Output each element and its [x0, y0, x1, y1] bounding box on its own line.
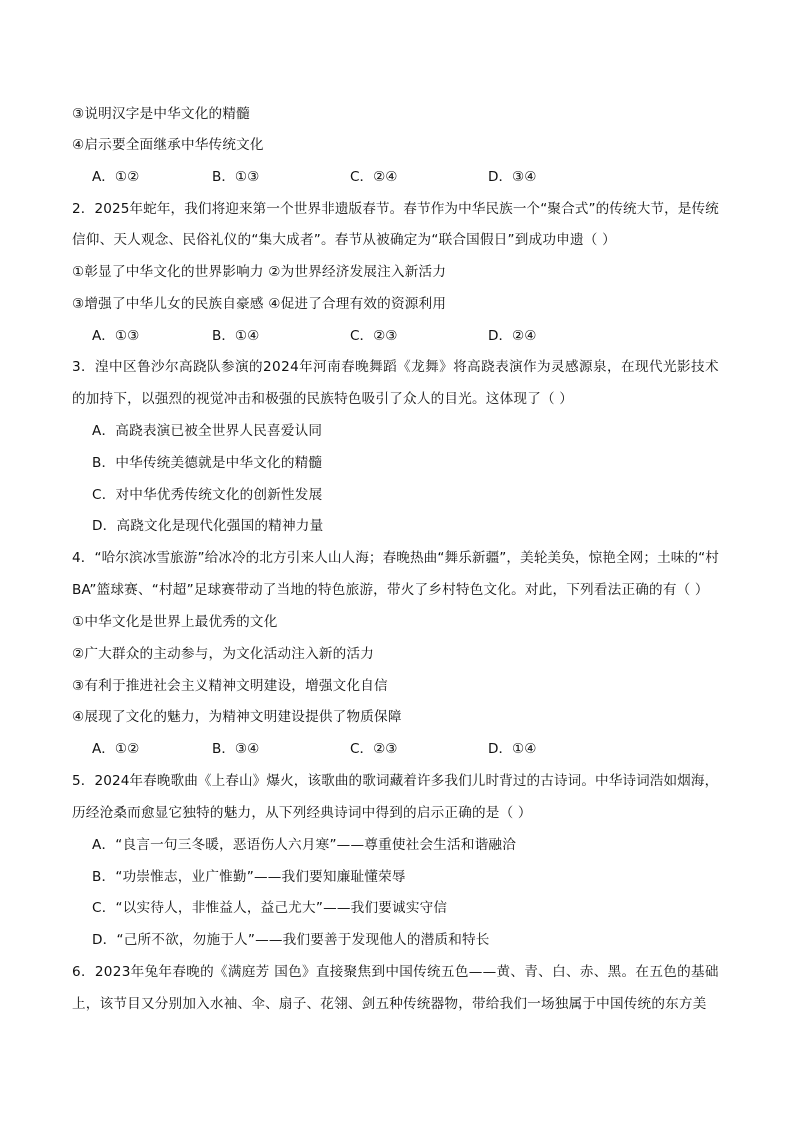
q5-option-a: A．“良言一句三冬暖，恶语伤人六月寒”——尊重使社会生活和谐融洽 — [92, 837, 517, 853]
q4-stem-line-2: BA”篮球赛、“村超”足球赛带动了当地的特色旅游，带火了乡村特色文化。对此，下列看法正确的有（ ） — [72, 582, 709, 598]
q2-statements-3-4: ③增强了中华儿女的民族自豪感 ④促进了合理有效的资源利用 — [72, 296, 447, 312]
q4-choice-a: A．①② — [92, 741, 140, 757]
q1-statement-4: ④启示要全面继承中华传统文化 — [72, 137, 264, 153]
q3-option-a: A．高跷表演已被全世界人民喜爱认同 — [92, 423, 323, 439]
q5-stem-line-2: 历经沧桑而愈显它独特的魅力，从下列经典诗词中得到的启示正确的是（ ） — [72, 805, 532, 821]
q3-option-d: D．高跷文化是现代化强国的精神力量 — [92, 518, 324, 534]
q4-stem-line-1: 4．“哈尔滨冰雪旅游”给冰冷的北方引来人山人海；春晚热曲“舞乐新疆”，美轮美奂，惊艳全网；土味的“村 — [72, 550, 719, 566]
q4-choice-d: D．①④ — [488, 741, 537, 757]
q5-stem-line-1: 5．2024年春晚歌曲《上春山》爆火，该歌曲的歌词藏着许多我们儿时背过的古诗词。中华诗词浩如烟海， — [72, 773, 719, 789]
q4-statement-3: ③有利于推进社会主义精神文明建设，增强文化自信 — [72, 678, 388, 694]
q2-stem-line-2: 信仰、天人观念、民俗礼仪的“集大成者”。春节从被确定为“联合国假日”到成功申遗（ ） — [72, 232, 616, 248]
q1-choice-c: C．②④ — [350, 169, 398, 185]
q1-choice-d: D．③④ — [488, 169, 537, 185]
q6-stem-line-1: 6．2023年兔年春晚的《满庭芳 国色》直接聚焦到中国传统五色——黄、青、白、赤、黑。在五色的基础 — [72, 964, 719, 980]
q3-option-b: B．中华传统美德就是中华文化的精髓 — [92, 455, 323, 471]
q5-option-c: C．“以实待人，非惟益人，益己尤大”——我们要诚实守信 — [92, 900, 448, 916]
q5-option-b: B．“功崇惟志，业广惟勤”——我们要知廉耻懂荣辱 — [92, 869, 406, 885]
q2-choice-c: C．②③ — [350, 328, 398, 344]
q3-stem-line-1: 3．湟中区鲁沙尔高跷队参演的2024年河南春晚舞蹈《龙舞》将高跷表演作为灵感源泉，在现代光影技术 — [72, 359, 719, 375]
q2-choice-d: D．②④ — [488, 328, 537, 344]
q4-choice-c: C．②③ — [350, 741, 398, 757]
q4-choices — [92, 739, 692, 759]
q1-choice-a: A．①② — [92, 169, 140, 185]
q1-statement-3: ③说明汉字是中华文化的精髓 — [72, 106, 250, 122]
q1-choice-b: B．①③ — [212, 169, 260, 185]
q5-option-d: D．“己所不欲，勿施于人”——我们要善于发现他人的潜质和特长 — [92, 932, 490, 948]
q4-choice-b: B．③④ — [212, 741, 260, 757]
q2-choice-a: A．①③ — [92, 328, 140, 344]
q3-option-c: C．对中华优秀传统文化的创新性发展 — [92, 487, 323, 503]
q4-statement-2: ②广大群众的主动参与，为文化活动注入新的活力 — [72, 646, 375, 662]
q6-stem-line-2: 上，该节目又分别加入水袖、伞、扇子、花翎、剑五种传统器物，带给我们一场独属于中国传统的东方美 — [72, 996, 707, 1012]
q2-choices — [92, 326, 692, 346]
q4-statement-4: ④展现了文化的魅力，为精神文明建设提供了物质保障 — [72, 709, 402, 725]
q4-statement-1: ①中华文化是世界上最优秀的文化 — [72, 614, 278, 630]
q2-stem-line-1: 2．2025年蛇年，我们将迎来第一个世界非遗版春节。春节作为中华民族一个“聚合式”的传统大节，是传统 — [72, 201, 719, 217]
q3-stem-line-2: 的加持下，以强烈的视觉冲击和极强的民族特色吸引了众人的目光。这体现了（ ） — [72, 391, 574, 407]
q1-choices — [92, 167, 692, 187]
q2-statements-1-2: ①彰显了中华文化的世界影响力 ②为世界经济发展注入新活力 — [72, 264, 447, 280]
q2-choice-b: B．①④ — [212, 328, 260, 344]
